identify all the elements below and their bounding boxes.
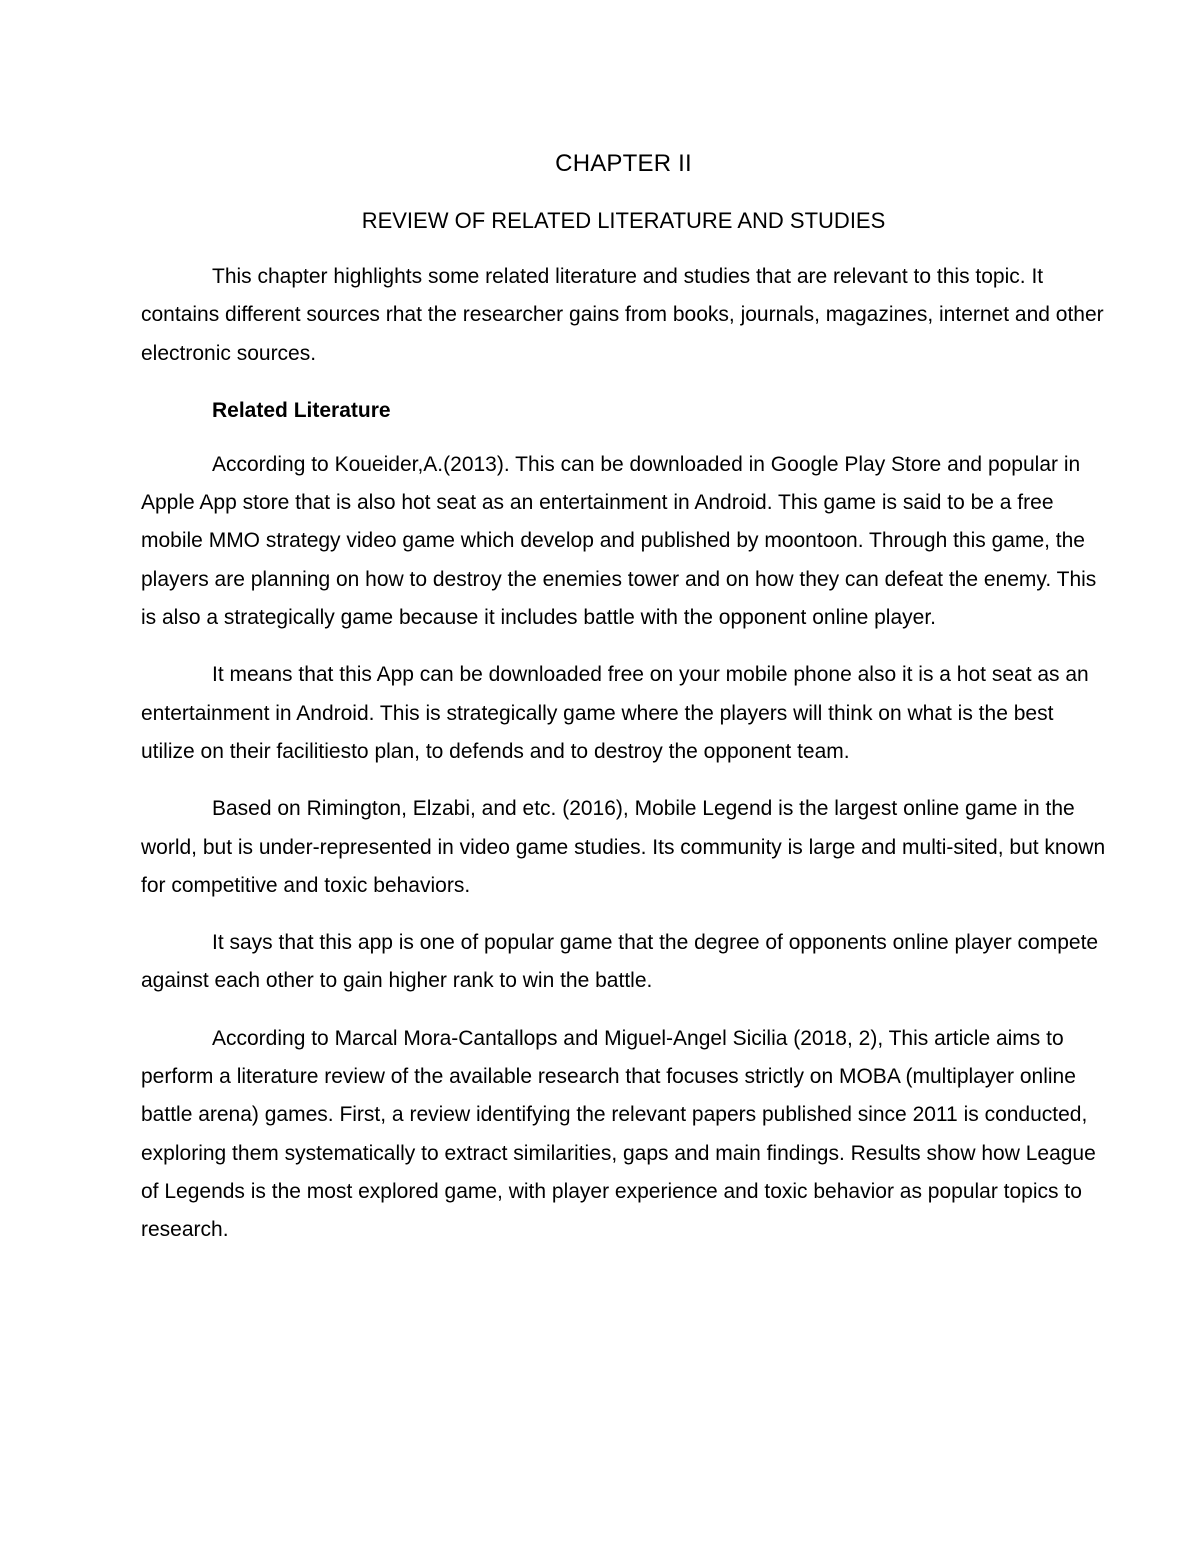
document-body [141,146,1106,1269]
chapter-title: REVIEW OF RELATED LITERATURE AND STUDIES [361,208,886,233]
paragraph-app-free: It means that this App can be downloaded free on your mobile phone also it is a hot seat as an entertainment in Android. This is strategically game where the players will think on what is the best utilize on their facilitiesto plan, to defends and to destroy the opponent team. [141,663,1089,763]
chapter-number: CHAPTER II [555,150,692,177]
paragraph-mora-cantallops: According to Marcal Mora-Cantallops and Miguel-Angel Sicilia (2018, 2), This article aims to perform a literature review of the available research that focuses strictly on MOBA (multiplayer online battle arena) games. First, a review identifying the relevant papers published since 2011 is conducted, exploring them systematically to extract similarities, gaps and main findings. Results show how League of Legends is the most explored game, with player experience and toxic behavior as popular topics to research. [141,1026,1096,1242]
intro-paragraph: This chapter highlights some related literature and studies that are relevant to this topic. It contains different sources rhat the researcher gains from books, journals, magazines, internet and other electronic sources. [141,265,1104,365]
section-heading: Related Literature [212,398,391,422]
paragraph-popular-game: It says that this app is one of popular game that the degree of opponents online player compete against each other to gain higher rank to win the battle. [141,931,1099,993]
paragraph-koueider: According to Koueider,A.(2013). This can be downloaded in Google Play Store and popular in Apple App store that is also hot seat as an entertainment in Android. This game is said to be a free mobile MMO strategy video game which develop and published by moontoon. Through this game, the players are planning on how to destroy the enemies tower and on how they can defeat the enemy. This is also a strategically game because it includes battle with the opponent online player. [141,452,1097,630]
paragraph-rimington: Based on Rimington, Elzabi, and etc. (2016), Mobile Legend is the largest online game in the world, but is under-represented in video game studies. Its community is large and multi-sited, but known for competitive and toxic behaviors. [141,797,1106,897]
